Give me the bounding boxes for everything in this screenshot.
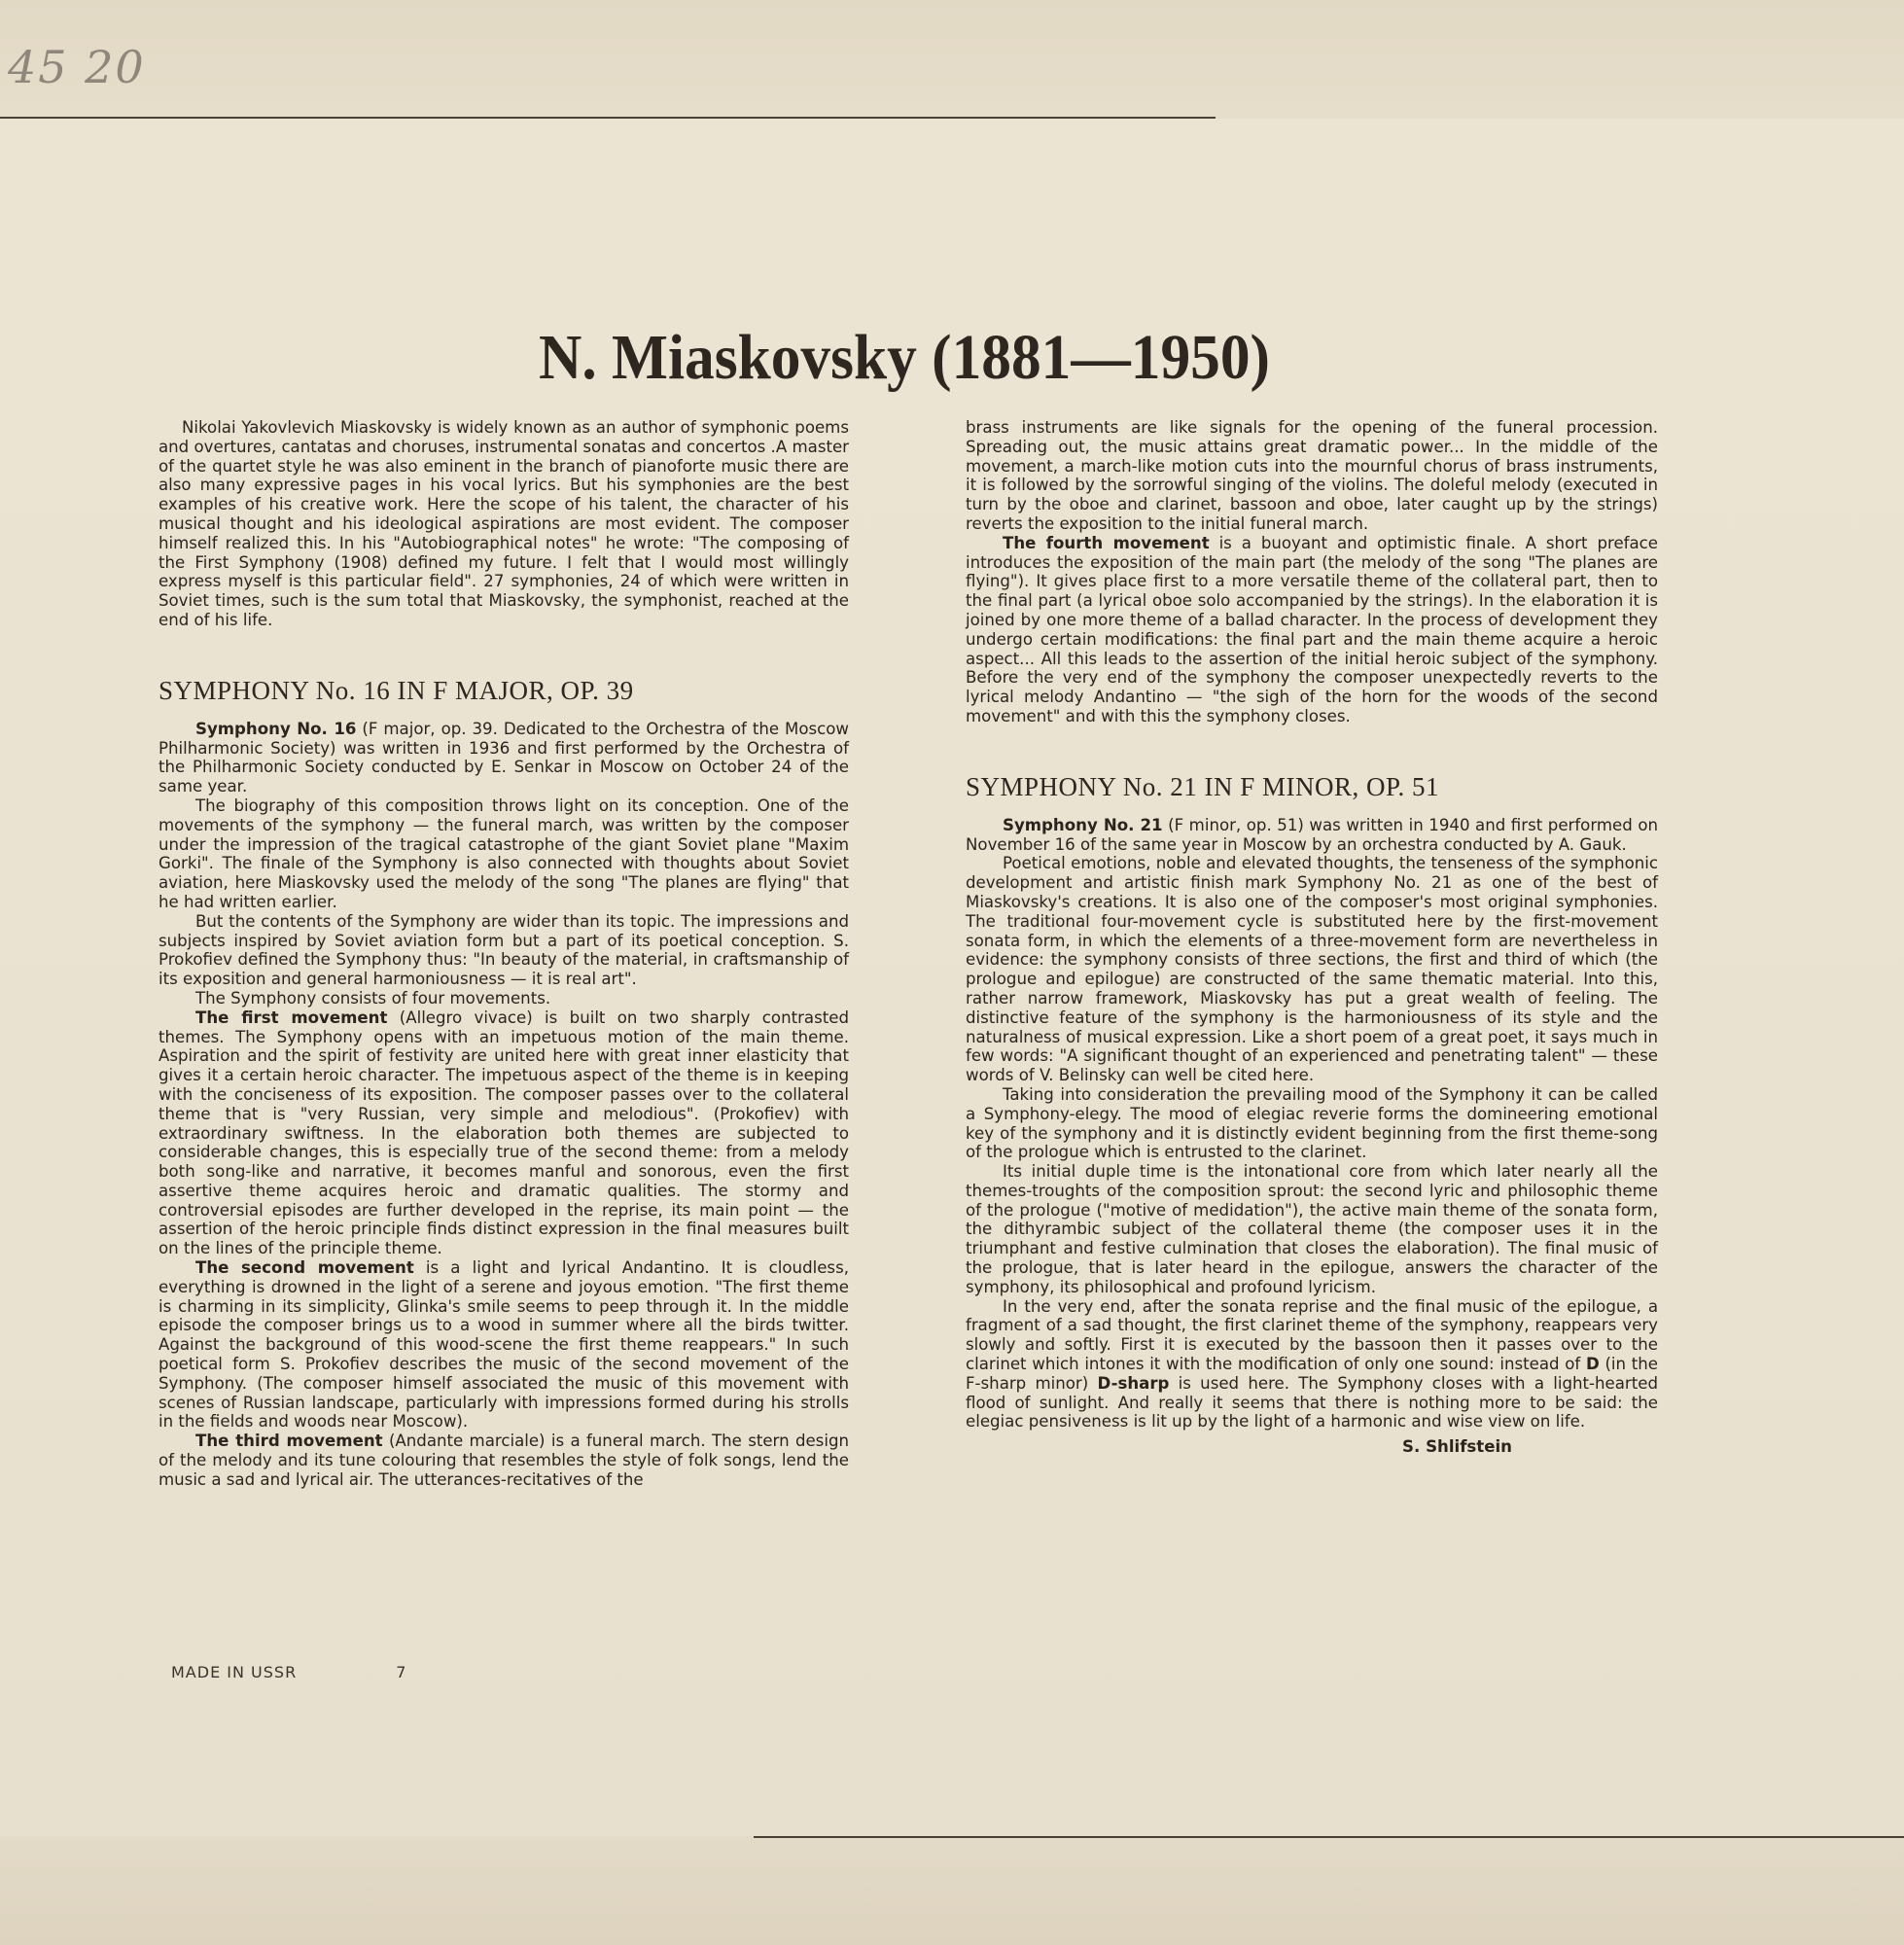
s21-p1-text: (F minor, op. 51) was written in 1940 and first performed on November 16 of the same year in Moscow by an orchestra conducted by A. Gauk. xyxy=(966,815,1658,854)
made-in-label: MADE IN USSR xyxy=(171,1663,298,1681)
s16-p8-text: is a buoyant and optimistic finale. A short preface introduces the exposition of the main part (the melody of the song "The planes are flying"). It gives place first to a more versatile theme of the collateral part, then to the final part (a lyrical oboe solo accompanied by the strings). In the elaboration it is joined by one more theme of a ballad character. In the process of development they undergo certain modifications: the final part and the main theme acquire a heroic aspect... All this leads to the assertion of the initial heroic subject of the symphony. Before the very end of the symphony the composer unexpectedly reverts to the lyrical melody Andantino — "the sigh of the horn for the woods of the second movement" and with this the symphony closes. xyxy=(966,533,1659,725)
s21-paragraph-5 xyxy=(966,1297,1658,1432)
s21-paragraph-1 xyxy=(966,816,1658,855)
s16-paragraph-6 xyxy=(159,1258,849,1432)
bottom-rule xyxy=(754,1836,1904,1838)
handwritten-note: 45 20 xyxy=(8,41,146,93)
s21-p5-bold-d-sharp: D-sharp xyxy=(1097,1373,1170,1393)
s21-p1-bold: Symphony No. 21 xyxy=(1003,815,1163,834)
s16-paragraph-8 xyxy=(966,534,1658,726)
s21-paragraph-2: Poetical emotions, noble and elevated thoughts, the tenseness of the symphonic development and artistic finish mark Symphony No. 21 as one of the best of Miaskovsky's creations. It is also one of the composer's most original symphonies. The traditional four-movement cycle is substituted here by the first-movement sonata form, in which the elements of a three-movement form are nevertheless in evidence: the symphony consists of three sections, the first and third of which (the prologue and epilogue) are constructed of the same thematic material. Into this, rather narrow framework, Miaskovsky has put a great wealth of feeling. The distinctive feature of the symphony is the harmoniousness of its style and the naturalness of musical expression. Like a short poem of a great poet, it says much in few words: "A significant thought of an experienced and penetrating talent" — these words of V. Belinsky can well be cited here. xyxy=(966,854,1658,1085)
s16-p1-bold: Symphony No. 16 xyxy=(195,719,357,738)
page-title: N. Miaskovsky (1881—1950) xyxy=(539,322,1270,393)
symphony-16-heading: SYMPHONY No. 16 IN F MAJOR, OP. 39 xyxy=(159,675,634,705)
intro-paragraph: Nikolai Yakovlevich Miaskovsky is widely known as an author of symphonic poems and overtures, cantatas and choruses, instrumental sonatas and concertos .A master of the quartet style he was also eminent in the branch of pianoforte music there are also many expressive pages in his vocal lyrics. But his symphonies are the best examples of his creative work. Here the scope of his talent, the character of his musical thought and his ideological aspirations are most evident. The composer himself realized this. In his "Autobiographical notes" he wrote: "The composing of the First Symphony (1908) defined my future. I felt that I would most willingly express myself is this particular field". 27 symphonies, 24 of which were written in Soviet times, such is the sum total that Miaskovsky, the symphonist, reached at the end of his life. xyxy=(159,418,849,629)
left-column xyxy=(159,418,849,1490)
author-signature: S. Shlifstein xyxy=(1402,1437,1512,1457)
s16-paragraph-5 xyxy=(159,1008,849,1258)
s16-paragraph-3: But the contents of the Symphony are wider than its topic. The impressions and subjects inspired by Soviet aviation form but a part of its poetical conception. S. Prokofiev defined the Symphony thus: "In beauty of the material, in craftsmanship of its exposition and general harmoniousness — it is real art". xyxy=(159,911,849,989)
s21-paragraph-3: Taking into consideration the prevailing mood of the Symphony it can be called a Symphony-elegy. The mood of elegiac reverie forms the domineering emotional key of the symphony and it is distinctly evident beginning from the first theme-song of the prologue which is entrusted to the clarinet. xyxy=(966,1084,1658,1162)
s21-p5-bold-d: D xyxy=(1585,1355,1600,1374)
bottom-paper-band xyxy=(0,1836,1904,1945)
s16-paragraph-4: The Symphony consists of four movements. xyxy=(195,988,551,1008)
page-number: 7 xyxy=(396,1663,407,1681)
s16-p1-text: (F major, op. 39. Dedicated to the Orchestra of the Moscow Philharmonic Society) was written in 1936 and first performed by the Orchestra of the Philharmonic Society conducted by E. Senkar in Moscow on October 24 of the same year. xyxy=(159,719,849,796)
s21-paragraph-4: Its initial duple time is the intonational core from which later nearly all the themes-troughts of the composition sprout: the second lyric and philosophic theme of the prologue ("motive of medidation"), the active main theme of the sonata form, the dithyrambic subject of the collateral theme (the composer uses it in the triumphant and festive culmination that closes the elaboration). The final music of the prologue, that is later heard in the epilogue, answers the character of the symphony, its philosophical and profound lyricism. xyxy=(966,1162,1658,1296)
s16-p5-text: (Allegro vivace) is built on two sharply contrasted themes. The Symphony opens with an impetuous motion of the main theme. Aspiration and the spirit of festivity are united here with great inner elasticity that gives it a certain heroic character. The impetuous aspect of the theme is in keeping with the conciseness of its exposition. The composer passes over to the collateral theme that is "very Russian, very simple and melodious". (Prokofiev) with extraordinary swiftness. In the elaboration both themes are subjected to considerable changes, this is especially true of the second theme: from a melody both song-like and narrative, it becomes manful and sonorous, even the first assertive theme acquires heroic and dramatic qualities. The stormy and controversial episodes are further developed in the reprise, its main point — the assertion of the heroic principle finds distinct expression in the final measures built on the lines of the principle theme. xyxy=(159,1008,849,1258)
s16-paragraph-2: The biography of this composition throws light on its conception. One of the movements of the symphony — the funeral march, was written by the composer under the impression of the tragical catastrophe of the giant Soviet plane "Maxim Gorki". The finale of the Symphony is also connected with thoughts about Soviet aviation, here Miaskovsky used the melody of the song "The planes are flying" that he had written earlier. xyxy=(159,796,849,911)
s21-p5-text-b: (in the F-sharp minor) xyxy=(966,1355,1658,1393)
top-paper-band xyxy=(0,0,1904,119)
s16-p6-text: is a light and lyrical Andantino. It is cloudless, everything is drowned in the light of a serene and joyous emotion. "The first theme is charming in its simplicity, Glinka's smile seems to peep through it. In the middle episode the composer brings us to a wood in summer where all the birds twitter. Against the background of this wood-scene the first theme reappears." In such poetical form S. Prokofiev describes the music of the second movement of the Symphony. (The composer himself associated the music of this movement with scenes of Russian landscape, particularly with impressions formed during his strolls in the fields and woods near Moscow). xyxy=(159,1258,849,1432)
s16-p7-text: (Andante marciale) is a funeral march. The stern design of the melody and its tune colouring that resembles the style of folk songs, lend the music a sad and lyrical air. The utterances-recitatives of the xyxy=(159,1432,849,1489)
s16-paragraph-7 xyxy=(159,1432,849,1489)
s16-p5-bold: The first movement xyxy=(195,1008,388,1027)
s21-p5-text-c: is used here. The Symphony closes with a light-hearted flood of sunlight. And really it seems that there is nothing more to be said: the elegiac pensiveness is lit up by the light of a harmonic and wise view on life. xyxy=(966,1373,1658,1432)
s16-p7-bold: The third movement xyxy=(195,1432,383,1451)
footer xyxy=(171,1663,406,1681)
s16-p6-bold: The second movement xyxy=(195,1258,414,1278)
s16-paragraph-1 xyxy=(159,720,849,796)
top-rule xyxy=(0,117,1216,119)
right-column xyxy=(966,418,1658,1457)
s16-paragraph-7-continued: brass instruments are like signals for the opening of the funeral procession. Spreading out, the music attains great dramatic power... In the middle of the movement, a march-like motion cuts into the mournful chorus of brass instruments, it is followed by the sorrowful singing of the violins. The doleful melody (executed in turn by the oboe and clarinet, bassoon and oboe, later caught up by the strings) reverts the exposition to the initial funeral march. xyxy=(966,418,1658,533)
s16-p8-bold: The fourth movement xyxy=(1003,533,1210,552)
symphony-21-heading: SYMPHONY No. 21 IN F MINOR, OP. 51 xyxy=(966,771,1440,801)
s21-p5-text-a: In the very end, after the sonata reprise and the final music of the epilogue, a fragment of a sad thought, the first clarinet theme of the symphony, reappears very slowly and softly. First it is executed by the bassoon then it passes over to the clarinet which intones it with the modification of only one sound: instead of xyxy=(966,1296,1658,1374)
